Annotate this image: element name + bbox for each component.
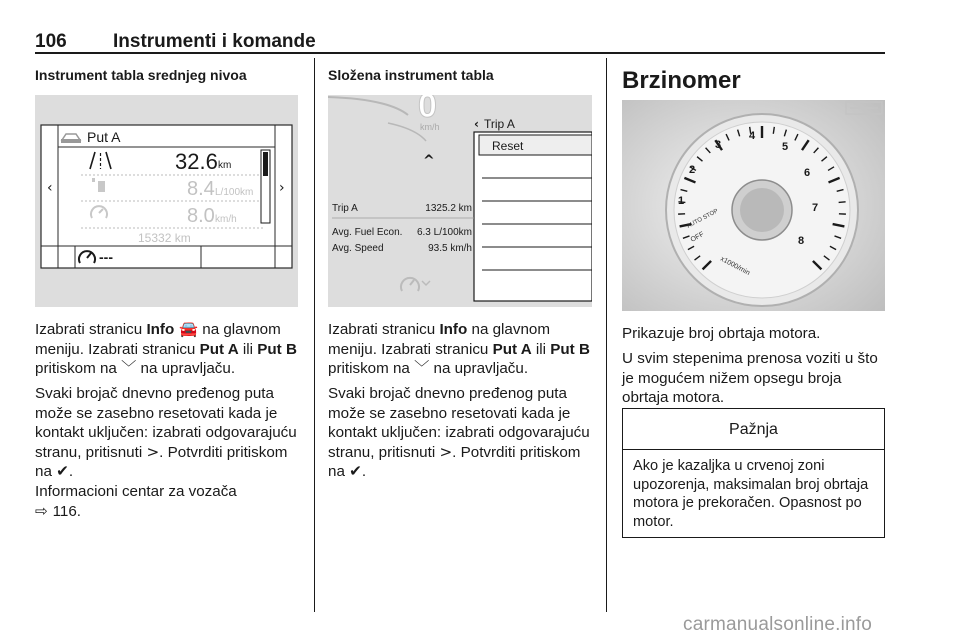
page-header	[35, 31, 885, 53]
gauge-num-8: 8	[798, 235, 805, 247]
gauge-num-6: 6	[804, 167, 811, 179]
chevron-down-icon: ﹀	[121, 359, 137, 377]
tachometer-figure	[622, 100, 885, 311]
chevron-up-icon: ^	[423, 153, 435, 169]
row-label-trip: Trip A	[332, 203, 358, 214]
right-paragraph-1: Prikazuje broj obrtaja motora.	[622, 325, 821, 342]
menu-header: Trip A	[484, 117, 515, 131]
scrollbar-thumb	[263, 152, 268, 176]
gauge-num-5: 5	[782, 141, 789, 153]
car-icon-inline: 🚘	[174, 320, 199, 338]
row-value-fuel: 6.3 L/100km	[416, 227, 472, 238]
fuel-unit: L/100km	[215, 187, 254, 198]
left-section-title: Instrument tabla srednjeg nivoa	[35, 67, 247, 83]
right-section-title: Brzinomer	[622, 67, 741, 94]
left-paragraph-2: Svaki brojač dnevno pređenog puta može se zasebno resetovati kada je kontakt uključen: izabrati odgovarajuću stranu, pritisnuti >. Potvrditi pritiskom na ✔.	[35, 385, 297, 480]
left-paragraph-3: Informacioni centar za vozača ⇨ 116.	[35, 483, 237, 520]
row-value-speed: 93.5 km/h	[428, 243, 472, 254]
row-label-fuel: Avg. Fuel Econ.	[332, 227, 403, 238]
auto-stop-label: AUTO STOP	[686, 208, 720, 230]
speed-unit: km/h	[215, 214, 237, 225]
gauge-tick	[839, 202, 846, 203]
column-divider-right	[606, 58, 607, 612]
digital-speed-unit: km/h	[420, 122, 440, 132]
chapter-title: Instrumenti i komande	[113, 31, 316, 52]
gauge-num-4: 4	[749, 130, 756, 142]
caution-title: Pažnja	[623, 409, 884, 450]
caution-box	[622, 408, 885, 538]
page-reference: 116.	[52, 502, 81, 520]
trip-label: Put A	[87, 129, 121, 145]
rpm-unit-label: x1000/min	[719, 255, 751, 277]
right-paragraph-2: U svim stepenima prenosa voziti u što je mogućem nižem opsegu broja obrtaja motora.	[622, 350, 878, 406]
caution-body: Ako je kazaljka u crvenoj zoni upozorenja, maksimalan broj obrtaja motora je prekoračen. Opasnost po motor.	[633, 458, 869, 530]
gauge-num-7: 7	[812, 202, 819, 214]
page-number: 106	[35, 31, 67, 52]
speed-value: 8.0	[187, 205, 215, 227]
watermark: carmanualsonline.info	[683, 614, 873, 635]
right-chevron-icon: >	[439, 442, 453, 461]
right-arrow-icon: ›	[279, 180, 285, 196]
reference-arrow-icon: ⇨	[35, 501, 53, 520]
gauge-num-3: 3	[715, 139, 722, 151]
middle-paragraph-1: Izabrati stranicu Info na glavnom meniju. Izabrati stranicu Put A ili Put B pritiskom na ﹀ na upravljaču.	[328, 321, 590, 377]
right-chevron-icon: >	[146, 442, 160, 461]
gauge-num-2: 2	[689, 164, 696, 176]
gauge-num-1: 1	[678, 195, 685, 207]
distance-value: 32.6	[175, 149, 218, 174]
middle-paragraph-2: Svaki brojač dnevno pređenog puta može se zasebno resetovati kada je kontakt uključen: izabrati odgovarajuću stranu, pritisnuti >. Potvrditi pritiskom na ✔.	[328, 385, 590, 480]
left-paragraph-1: Izabrati stranicu Info 🚘 na glavnom meniju. Izabrati stranicu Put A ili Put B pritiskom na ﹀ na upravljaču.	[35, 320, 297, 377]
distance-unit: km	[218, 160, 232, 171]
reset-label: Reset	[492, 139, 524, 153]
digital-speed: 0	[418, 95, 437, 125]
checkmark-icon: ✔	[349, 462, 362, 480]
row-value-trip: 1325.2 km	[425, 203, 472, 214]
left-arrow-icon: ‹	[47, 180, 53, 196]
middle-section-title: Složena instrument tabla	[328, 67, 494, 83]
chevron-down-icon: ﹀	[414, 359, 430, 377]
midlevel-cluster-figure	[35, 95, 298, 307]
checkmark-icon: ✔	[56, 462, 69, 480]
limiter-dashes: ---	[99, 249, 113, 265]
uplevel-cluster-figure	[328, 95, 592, 307]
back-chevron-icon: ‹	[474, 117, 479, 131]
fuel-value: 8.4	[187, 178, 215, 200]
row-label-speed: Avg. Speed	[332, 243, 384, 254]
off-label: OFF	[689, 231, 706, 244]
column-divider-left	[314, 58, 315, 612]
header-rule	[35, 52, 885, 54]
odometer: 15332 km	[138, 231, 191, 245]
